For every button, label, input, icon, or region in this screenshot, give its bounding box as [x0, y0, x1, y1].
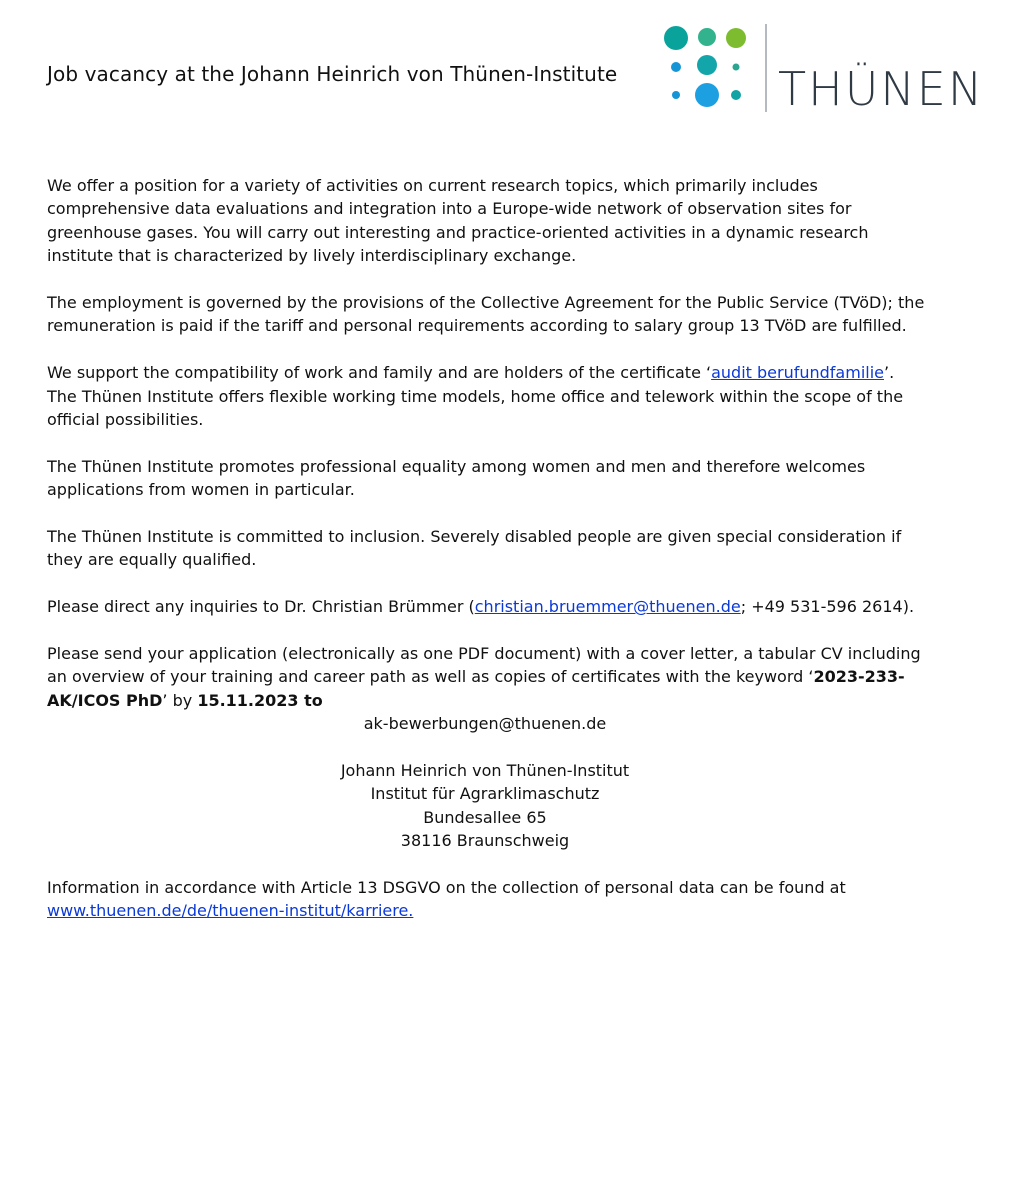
- inquiries-text-2: ; +49 531-596 2614).: [740, 597, 915, 617]
- page-header: [0, 0, 1026, 130]
- audit-berufundfamilie-link[interactable]: audit berufundfamilie: [711, 363, 884, 383]
- paragraph-family: [47, 361, 927, 431]
- data-protection-text: Information in accordance with Article 13 DSGVO on the collection of personal data can be found at: [47, 878, 846, 898]
- address-line-city: 38116 Braunschweig: [400, 831, 570, 851]
- vacancy-body: [47, 174, 927, 946]
- paragraph-inclusion: The Thünen Institute is committed to inclusion. Severely disabled people are given special consideration if they are equally qualified.: [47, 527, 902, 570]
- application-deadline: 15.11.2023 to: [197, 690, 323, 710]
- contact-email-link[interactable]: christian.bruemmer@thuenen.de: [474, 597, 741, 617]
- paragraph-inquiries: [47, 595, 927, 618]
- application-text-2: ’ by: [162, 690, 198, 710]
- logo-dot-teal-small: [731, 90, 741, 100]
- address-line-department: Institut für Agrarklimaschutz: [370, 784, 600, 804]
- inquiries-text-1: Please direct any inquiries to Dr. Christian Brümmer (: [47, 597, 475, 617]
- postal-address: [47, 759, 923, 853]
- paragraph-data-protection: [47, 876, 927, 923]
- paragraph-family-text-2: ’. The Thünen Institute offers flexible working time models, home office and telework within the scope of the official possibilities.: [47, 363, 904, 430]
- paragraph-family-text-1: We support the compatibility of work and family and are holders of the certificate ‘: [47, 363, 712, 383]
- logo-dot-blue-large: [695, 83, 719, 107]
- spacer-2: [47, 853, 923, 876]
- logo-dot-blue-tiny: [672, 91, 680, 99]
- application-keyword: 2023-233-AK/ICOS PhD: [47, 667, 905, 710]
- logo-dot-teal-mid: [697, 55, 717, 75]
- logo-dot-blue-small: [671, 62, 681, 72]
- paragraph-application: [47, 642, 927, 712]
- application-text-1: Please send your application (electronically as one PDF document) with a cover letter, a tabular CV including an overview of your training and career path as well as copies of certificates with the keyword ‘: [47, 644, 921, 687]
- spacer: [47, 736, 923, 759]
- logo-dot-lime: [726, 28, 746, 48]
- logo-wordmark: THÜNEN: [778, 62, 985, 116]
- logo-dot-teal-large: [664, 26, 688, 50]
- logo-dot-green: [698, 28, 716, 46]
- paragraph-offer: We offer a position for a variety of activities on current research topics, which primarily includes comprehensive data evaluations and integration into a Europe-wide network of observation sites for greenhouse gases. You will carry out interesting and practice-oriented activities in a dynamic research institute that is characterized by lively interdisciplinary exchange.: [47, 176, 869, 266]
- paragraph-employment: The employment is governed by the provisions of the Collective Agreement for the Public Service (TVöD); the remuneration is paid if the tariff and personal requirements according to salary group 13 TVöD are fulfilled.: [47, 293, 925, 336]
- application-email-line: ak-bewerbungen@thuenen.de: [363, 714, 607, 734]
- career-page-link[interactable]: www.thuenen.de/de/thuenen-institut/karriere.: [47, 901, 414, 921]
- address-line-street: Bundesallee 65: [423, 807, 547, 827]
- address-line-institute: Johann Heinrich von Thünen-Institut: [340, 761, 630, 781]
- paragraph-equality: The Thünen Institute promotes professional equality among women and men and therefore welcomes applications from women in particular.: [47, 456, 866, 500]
- logo-dot-teal-tiny: [733, 64, 740, 71]
- page-title: Job vacancy at the Johann Heinrich von Thünen-Institute: [47, 62, 618, 86]
